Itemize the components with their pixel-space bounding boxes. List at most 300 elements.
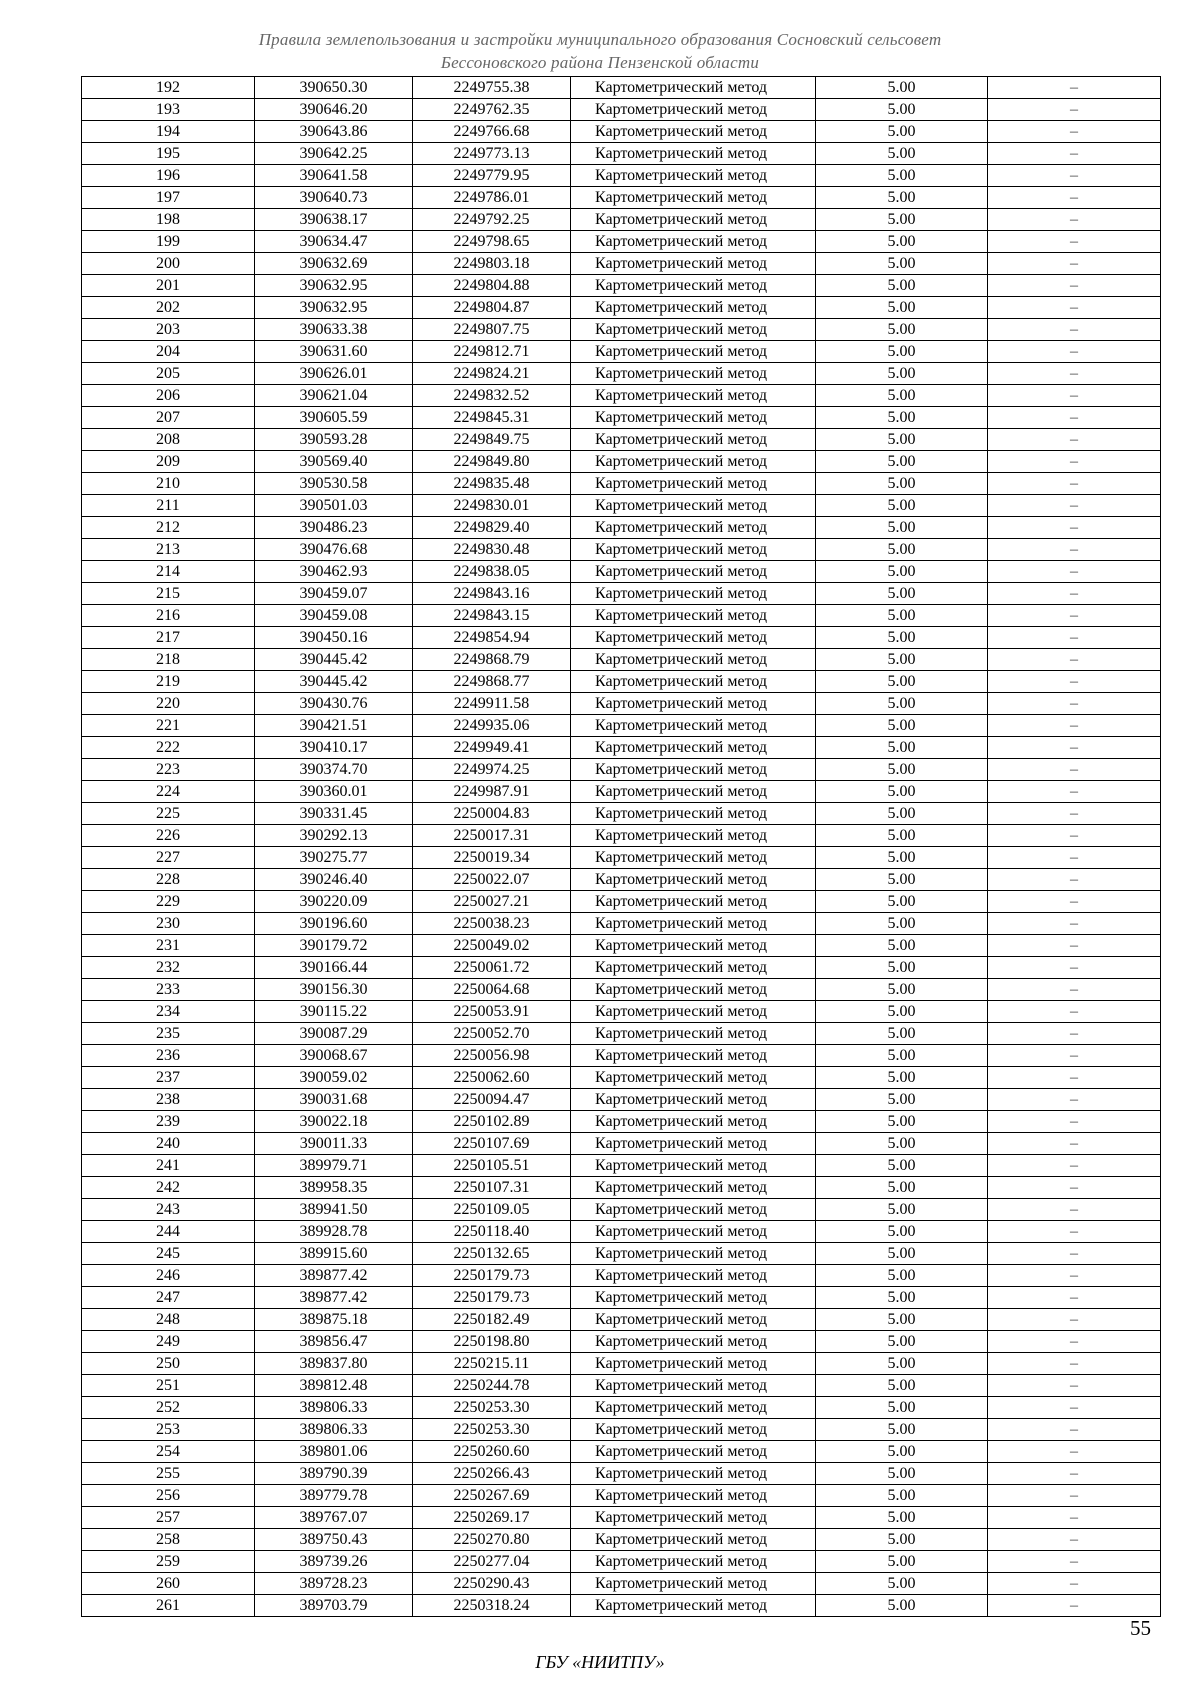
accuracy-cell: 5.00 xyxy=(816,165,988,187)
x-coordinate-cell: 389801.06 xyxy=(255,1441,413,1463)
x-coordinate-cell: 390031.68 xyxy=(255,1089,413,1111)
point-number-cell: 219 xyxy=(82,671,255,693)
x-coordinate-cell: 390445.42 xyxy=(255,649,413,671)
description-cell: – xyxy=(988,1441,1161,1463)
accuracy-cell: 5.00 xyxy=(816,1001,988,1023)
point-number-cell: 213 xyxy=(82,539,255,561)
method-cell: Картометрический метод xyxy=(571,495,816,517)
method-cell: Картометрический метод xyxy=(571,275,816,297)
accuracy-cell: 5.00 xyxy=(816,253,988,275)
method-cell: Картометрический метод xyxy=(571,209,816,231)
description-cell: – xyxy=(988,143,1161,165)
y-coordinate-cell: 2250266.43 xyxy=(413,1463,571,1485)
accuracy-cell: 5.00 xyxy=(816,1287,988,1309)
point-number-cell: 224 xyxy=(82,781,255,803)
y-coordinate-cell: 2249792.25 xyxy=(413,209,571,231)
x-coordinate-cell: 389958.35 xyxy=(255,1177,413,1199)
point-number-cell: 252 xyxy=(82,1397,255,1419)
method-cell: Картометрический метод xyxy=(571,561,816,583)
description-cell: – xyxy=(988,1375,1161,1397)
method-cell: Картометрический метод xyxy=(571,1155,816,1177)
accuracy-cell: 5.00 xyxy=(816,781,988,803)
description-cell: – xyxy=(988,187,1161,209)
x-coordinate-cell: 389877.42 xyxy=(255,1287,413,1309)
table-row xyxy=(82,319,1161,341)
point-number-cell: 220 xyxy=(82,693,255,715)
x-coordinate-cell: 390640.73 xyxy=(255,187,413,209)
y-coordinate-cell: 2249766.68 xyxy=(413,121,571,143)
method-cell: Картометрический метод xyxy=(571,1243,816,1265)
accuracy-cell: 5.00 xyxy=(816,561,988,583)
table-row xyxy=(82,583,1161,605)
point-number-cell: 253 xyxy=(82,1419,255,1441)
accuracy-cell: 5.00 xyxy=(816,891,988,913)
point-number-cell: 198 xyxy=(82,209,255,231)
method-cell: Картометрический метод xyxy=(571,253,816,275)
table-row xyxy=(82,1089,1161,1111)
accuracy-cell: 5.00 xyxy=(816,1111,988,1133)
description-cell: – xyxy=(988,583,1161,605)
y-coordinate-cell: 2249935.06 xyxy=(413,715,571,737)
point-number-cell: 259 xyxy=(82,1551,255,1573)
accuracy-cell: 5.00 xyxy=(816,1463,988,1485)
point-number-cell: 245 xyxy=(82,1243,255,1265)
method-cell: Картометрический метод xyxy=(571,979,816,1001)
accuracy-cell: 5.00 xyxy=(816,737,988,759)
method-cell: Картометрический метод xyxy=(571,473,816,495)
accuracy-cell: 5.00 xyxy=(816,979,988,1001)
table-row xyxy=(82,1397,1161,1419)
y-coordinate-cell: 2250061.72 xyxy=(413,957,571,979)
x-coordinate-cell: 389856.47 xyxy=(255,1331,413,1353)
header-line-1: Правила землепользования и застройки муниципального образования Сосновский сельсовет xyxy=(258,30,942,49)
description-cell: – xyxy=(988,165,1161,187)
point-number-cell: 225 xyxy=(82,803,255,825)
accuracy-cell: 5.00 xyxy=(816,231,988,253)
method-cell: Картометрический метод xyxy=(571,847,816,869)
table-row xyxy=(82,209,1161,231)
x-coordinate-cell: 390501.03 xyxy=(255,495,413,517)
point-number-cell: 258 xyxy=(82,1529,255,1551)
point-number-cell: 216 xyxy=(82,605,255,627)
running-header xyxy=(0,28,1200,74)
x-coordinate-cell: 390421.51 xyxy=(255,715,413,737)
description-cell: – xyxy=(988,121,1161,143)
y-coordinate-cell: 2249832.52 xyxy=(413,385,571,407)
method-cell: Картометрический метод xyxy=(571,1397,816,1419)
x-coordinate-cell: 390486.23 xyxy=(255,517,413,539)
x-coordinate-cell: 390374.70 xyxy=(255,759,413,781)
y-coordinate-cell: 2249812.71 xyxy=(413,341,571,363)
accuracy-cell: 5.00 xyxy=(816,407,988,429)
x-coordinate-cell: 390643.86 xyxy=(255,121,413,143)
coordinates-table xyxy=(81,76,1161,1617)
table-row xyxy=(82,759,1161,781)
y-coordinate-cell: 2250269.17 xyxy=(413,1507,571,1529)
x-coordinate-cell: 390621.04 xyxy=(255,385,413,407)
accuracy-cell: 5.00 xyxy=(816,649,988,671)
coordinates-table-body xyxy=(82,77,1161,1617)
table-row xyxy=(82,99,1161,121)
point-number-cell: 248 xyxy=(82,1309,255,1331)
table-row xyxy=(82,517,1161,539)
description-cell: – xyxy=(988,561,1161,583)
accuracy-cell: 5.00 xyxy=(816,385,988,407)
x-coordinate-cell: 390450.16 xyxy=(255,627,413,649)
method-cell: Картометрический метод xyxy=(571,759,816,781)
accuracy-cell: 5.00 xyxy=(816,297,988,319)
table-row xyxy=(82,869,1161,891)
x-coordinate-cell: 389739.26 xyxy=(255,1551,413,1573)
accuracy-cell: 5.00 xyxy=(816,341,988,363)
accuracy-cell: 5.00 xyxy=(816,869,988,891)
x-coordinate-cell: 389767.07 xyxy=(255,1507,413,1529)
table-row xyxy=(82,341,1161,363)
point-number-cell: 237 xyxy=(82,1067,255,1089)
description-cell: – xyxy=(988,891,1161,913)
method-cell: Картометрический метод xyxy=(571,1375,816,1397)
y-coordinate-cell: 2250182.49 xyxy=(413,1309,571,1331)
point-number-cell: 244 xyxy=(82,1221,255,1243)
table-row xyxy=(82,187,1161,209)
table-row xyxy=(82,1507,1161,1529)
x-coordinate-cell: 390626.01 xyxy=(255,363,413,385)
point-number-cell: 206 xyxy=(82,385,255,407)
description-cell: – xyxy=(988,1243,1161,1265)
accuracy-cell: 5.00 xyxy=(816,275,988,297)
y-coordinate-cell: 2250270.80 xyxy=(413,1529,571,1551)
x-coordinate-cell: 389790.39 xyxy=(255,1463,413,1485)
method-cell: Картометрический метод xyxy=(571,517,816,539)
y-coordinate-cell: 2250318.24 xyxy=(413,1595,571,1617)
y-coordinate-cell: 2249807.75 xyxy=(413,319,571,341)
accuracy-cell: 5.00 xyxy=(816,1507,988,1529)
description-cell: – xyxy=(988,715,1161,737)
method-cell: Картометрический метод xyxy=(571,737,816,759)
y-coordinate-cell: 2250132.65 xyxy=(413,1243,571,1265)
accuracy-cell: 5.00 xyxy=(816,1243,988,1265)
x-coordinate-cell: 389806.33 xyxy=(255,1397,413,1419)
accuracy-cell: 5.00 xyxy=(816,495,988,517)
point-number-cell: 214 xyxy=(82,561,255,583)
x-coordinate-cell: 390646.20 xyxy=(255,99,413,121)
x-coordinate-cell: 389779.78 xyxy=(255,1485,413,1507)
x-coordinate-cell: 390059.02 xyxy=(255,1067,413,1089)
method-cell: Картометрический метод xyxy=(571,77,816,99)
table-row xyxy=(82,1551,1161,1573)
x-coordinate-cell: 389979.71 xyxy=(255,1155,413,1177)
point-number-cell: 239 xyxy=(82,1111,255,1133)
table-row xyxy=(82,297,1161,319)
y-coordinate-cell: 2250049.02 xyxy=(413,935,571,957)
table-row xyxy=(82,781,1161,803)
method-cell: Картометрический метод xyxy=(571,1023,816,1045)
method-cell: Картометрический метод xyxy=(571,715,816,737)
x-coordinate-cell: 390246.40 xyxy=(255,869,413,891)
y-coordinate-cell: 2250267.69 xyxy=(413,1485,571,1507)
y-coordinate-cell: 2249849.80 xyxy=(413,451,571,473)
method-cell: Картометрический метод xyxy=(571,803,816,825)
y-coordinate-cell: 2250277.04 xyxy=(413,1551,571,1573)
table-row xyxy=(82,737,1161,759)
x-coordinate-cell: 390166.44 xyxy=(255,957,413,979)
description-cell: – xyxy=(988,1573,1161,1595)
point-number-cell: 234 xyxy=(82,1001,255,1023)
method-cell: Картометрический метод xyxy=(571,341,816,363)
point-number-cell: 235 xyxy=(82,1023,255,1045)
method-cell: Картометрический метод xyxy=(571,1089,816,1111)
description-cell: – xyxy=(988,847,1161,869)
description-cell: – xyxy=(988,319,1161,341)
description-cell: – xyxy=(988,209,1161,231)
table-row xyxy=(82,1023,1161,1045)
accuracy-cell: 5.00 xyxy=(816,319,988,341)
description-cell: – xyxy=(988,1309,1161,1331)
point-number-cell: 255 xyxy=(82,1463,255,1485)
point-number-cell: 247 xyxy=(82,1287,255,1309)
method-cell: Картометрический метод xyxy=(571,187,816,209)
table-row xyxy=(82,495,1161,517)
point-number-cell: 233 xyxy=(82,979,255,1001)
description-cell: – xyxy=(988,1529,1161,1551)
x-coordinate-cell: 389837.80 xyxy=(255,1353,413,1375)
description-cell: – xyxy=(988,1067,1161,1089)
y-coordinate-cell: 2249762.35 xyxy=(413,99,571,121)
description-cell: – xyxy=(988,1199,1161,1221)
table-row xyxy=(82,1419,1161,1441)
accuracy-cell: 5.00 xyxy=(816,913,988,935)
y-coordinate-cell: 2250094.47 xyxy=(413,1089,571,1111)
y-coordinate-cell: 2249854.94 xyxy=(413,627,571,649)
method-cell: Картометрический метод xyxy=(571,297,816,319)
point-number-cell: 223 xyxy=(82,759,255,781)
y-coordinate-cell: 2249755.38 xyxy=(413,77,571,99)
y-coordinate-cell: 2249786.01 xyxy=(413,187,571,209)
accuracy-cell: 5.00 xyxy=(816,1155,988,1177)
x-coordinate-cell: 389875.18 xyxy=(255,1309,413,1331)
accuracy-cell: 5.00 xyxy=(816,1309,988,1331)
point-number-cell: 209 xyxy=(82,451,255,473)
x-coordinate-cell: 390632.69 xyxy=(255,253,413,275)
description-cell: – xyxy=(988,1177,1161,1199)
accuracy-cell: 5.00 xyxy=(816,957,988,979)
y-coordinate-cell: 2250062.60 xyxy=(413,1067,571,1089)
method-cell: Картометрический метод xyxy=(571,1067,816,1089)
description-cell: – xyxy=(988,1089,1161,1111)
point-number-cell: 249 xyxy=(82,1331,255,1353)
point-number-cell: 231 xyxy=(82,935,255,957)
description-cell: – xyxy=(988,759,1161,781)
y-coordinate-cell: 2250118.40 xyxy=(413,1221,571,1243)
y-coordinate-cell: 2249798.65 xyxy=(413,231,571,253)
accuracy-cell: 5.00 xyxy=(816,847,988,869)
point-number-cell: 199 xyxy=(82,231,255,253)
point-number-cell: 246 xyxy=(82,1265,255,1287)
point-number-cell: 238 xyxy=(82,1089,255,1111)
description-cell: – xyxy=(988,1221,1161,1243)
y-coordinate-cell: 2249830.01 xyxy=(413,495,571,517)
description-cell: – xyxy=(988,1331,1161,1353)
accuracy-cell: 5.00 xyxy=(816,1045,988,1067)
point-number-cell: 208 xyxy=(82,429,255,451)
method-cell: Картометрический метод xyxy=(571,165,816,187)
accuracy-cell: 5.00 xyxy=(816,1595,988,1617)
y-coordinate-cell: 2249911.58 xyxy=(413,693,571,715)
y-coordinate-cell: 2250019.34 xyxy=(413,847,571,869)
y-coordinate-cell: 2250107.69 xyxy=(413,1133,571,1155)
description-cell: – xyxy=(988,671,1161,693)
method-cell: Картометрический метод xyxy=(571,1331,816,1353)
y-coordinate-cell: 2249829.40 xyxy=(413,517,571,539)
description-cell: – xyxy=(988,1287,1161,1309)
y-coordinate-cell: 2250052.70 xyxy=(413,1023,571,1045)
point-number-cell: 197 xyxy=(82,187,255,209)
table-row xyxy=(82,957,1161,979)
accuracy-cell: 5.00 xyxy=(816,77,988,99)
page-number: 55 xyxy=(1130,1616,1151,1640)
method-cell: Картометрический метод xyxy=(571,627,816,649)
method-cell: Картометрический метод xyxy=(571,583,816,605)
table-row xyxy=(82,1375,1161,1397)
accuracy-cell: 5.00 xyxy=(816,825,988,847)
description-cell: – xyxy=(988,781,1161,803)
accuracy-cell: 5.00 xyxy=(816,1265,988,1287)
table-row xyxy=(82,231,1161,253)
y-coordinate-cell: 2250253.30 xyxy=(413,1419,571,1441)
y-coordinate-cell: 2250215.11 xyxy=(413,1353,571,1375)
point-number-cell: 217 xyxy=(82,627,255,649)
method-cell: Картометрический метод xyxy=(571,1441,816,1463)
y-coordinate-cell: 2249830.48 xyxy=(413,539,571,561)
table-row xyxy=(82,627,1161,649)
accuracy-cell: 5.00 xyxy=(816,1485,988,1507)
table-row xyxy=(82,1177,1161,1199)
method-cell: Картометрический метод xyxy=(571,1463,816,1485)
x-coordinate-cell: 390410.17 xyxy=(255,737,413,759)
description-cell: – xyxy=(988,539,1161,561)
method-cell: Картометрический метод xyxy=(571,363,816,385)
y-coordinate-cell: 2249974.25 xyxy=(413,759,571,781)
point-number-cell: 218 xyxy=(82,649,255,671)
method-cell: Картометрический метод xyxy=(571,1265,816,1287)
table-row xyxy=(82,1001,1161,1023)
table-row xyxy=(82,429,1161,451)
description-cell: – xyxy=(988,495,1161,517)
y-coordinate-cell: 2249835.48 xyxy=(413,473,571,495)
y-coordinate-cell: 2249773.13 xyxy=(413,143,571,165)
point-number-cell: 202 xyxy=(82,297,255,319)
description-cell: – xyxy=(988,649,1161,671)
accuracy-cell: 5.00 xyxy=(816,1133,988,1155)
description-cell: – xyxy=(988,407,1161,429)
accuracy-cell: 5.00 xyxy=(816,1331,988,1353)
table-row xyxy=(82,605,1161,627)
description-cell: – xyxy=(988,1353,1161,1375)
x-coordinate-cell: 389750.43 xyxy=(255,1529,413,1551)
description-cell: – xyxy=(988,1111,1161,1133)
x-coordinate-cell: 390275.77 xyxy=(255,847,413,869)
accuracy-cell: 5.00 xyxy=(816,759,988,781)
description-cell: – xyxy=(988,627,1161,649)
table-row xyxy=(82,77,1161,99)
y-coordinate-cell: 2250179.73 xyxy=(413,1287,571,1309)
table-row xyxy=(82,803,1161,825)
table-row xyxy=(82,1111,1161,1133)
point-number-cell: 228 xyxy=(82,869,255,891)
table-row xyxy=(82,363,1161,385)
y-coordinate-cell: 2249804.87 xyxy=(413,297,571,319)
table-row xyxy=(82,473,1161,495)
method-cell: Картометрический метод xyxy=(571,1309,816,1331)
method-cell: Картометрический метод xyxy=(571,781,816,803)
description-cell: – xyxy=(988,517,1161,539)
x-coordinate-cell: 389877.42 xyxy=(255,1265,413,1287)
y-coordinate-cell: 2250056.98 xyxy=(413,1045,571,1067)
description-cell: – xyxy=(988,1045,1161,1067)
description-cell: – xyxy=(988,297,1161,319)
y-coordinate-cell: 2250053.91 xyxy=(413,1001,571,1023)
y-coordinate-cell: 2250022.07 xyxy=(413,869,571,891)
point-number-cell: 221 xyxy=(82,715,255,737)
y-coordinate-cell: 2250105.51 xyxy=(413,1155,571,1177)
x-coordinate-cell: 390638.17 xyxy=(255,209,413,231)
method-cell: Картометрический метод xyxy=(571,1133,816,1155)
table-row xyxy=(82,913,1161,935)
y-coordinate-cell: 2250253.30 xyxy=(413,1397,571,1419)
method-cell: Картометрический метод xyxy=(571,693,816,715)
x-coordinate-cell: 389915.60 xyxy=(255,1243,413,1265)
table-row xyxy=(82,715,1161,737)
accuracy-cell: 5.00 xyxy=(816,1573,988,1595)
y-coordinate-cell: 2250107.31 xyxy=(413,1177,571,1199)
y-coordinate-cell: 2250027.21 xyxy=(413,891,571,913)
y-coordinate-cell: 2250102.89 xyxy=(413,1111,571,1133)
description-cell: – xyxy=(988,1265,1161,1287)
method-cell: Картометрический метод xyxy=(571,891,816,913)
x-coordinate-cell: 390476.68 xyxy=(255,539,413,561)
accuracy-cell: 5.00 xyxy=(816,1441,988,1463)
x-coordinate-cell: 390641.58 xyxy=(255,165,413,187)
x-coordinate-cell: 390292.13 xyxy=(255,825,413,847)
method-cell: Картометрический метод xyxy=(571,407,816,429)
accuracy-cell: 5.00 xyxy=(816,1419,988,1441)
method-cell: Картометрический метод xyxy=(571,121,816,143)
table-row xyxy=(82,1485,1161,1507)
method-cell: Картометрический метод xyxy=(571,913,816,935)
description-cell: – xyxy=(988,869,1161,891)
x-coordinate-cell: 390220.09 xyxy=(255,891,413,913)
x-coordinate-cell: 390605.59 xyxy=(255,407,413,429)
y-coordinate-cell: 2250179.73 xyxy=(413,1265,571,1287)
description-cell: – xyxy=(988,935,1161,957)
x-coordinate-cell: 389812.48 xyxy=(255,1375,413,1397)
x-coordinate-cell: 390115.22 xyxy=(255,1001,413,1023)
x-coordinate-cell: 390633.38 xyxy=(255,319,413,341)
x-coordinate-cell: 390196.60 xyxy=(255,913,413,935)
method-cell: Картометрический метод xyxy=(571,671,816,693)
description-cell: – xyxy=(988,1463,1161,1485)
method-cell: Картометрический метод xyxy=(571,1221,816,1243)
description-cell: – xyxy=(988,605,1161,627)
x-coordinate-cell: 390360.01 xyxy=(255,781,413,803)
y-coordinate-cell: 2249843.16 xyxy=(413,583,571,605)
accuracy-cell: 5.00 xyxy=(816,935,988,957)
y-coordinate-cell: 2250290.43 xyxy=(413,1573,571,1595)
point-number-cell: 193 xyxy=(82,99,255,121)
accuracy-cell: 5.00 xyxy=(816,1397,988,1419)
y-coordinate-cell: 2249804.88 xyxy=(413,275,571,297)
point-number-cell: 207 xyxy=(82,407,255,429)
